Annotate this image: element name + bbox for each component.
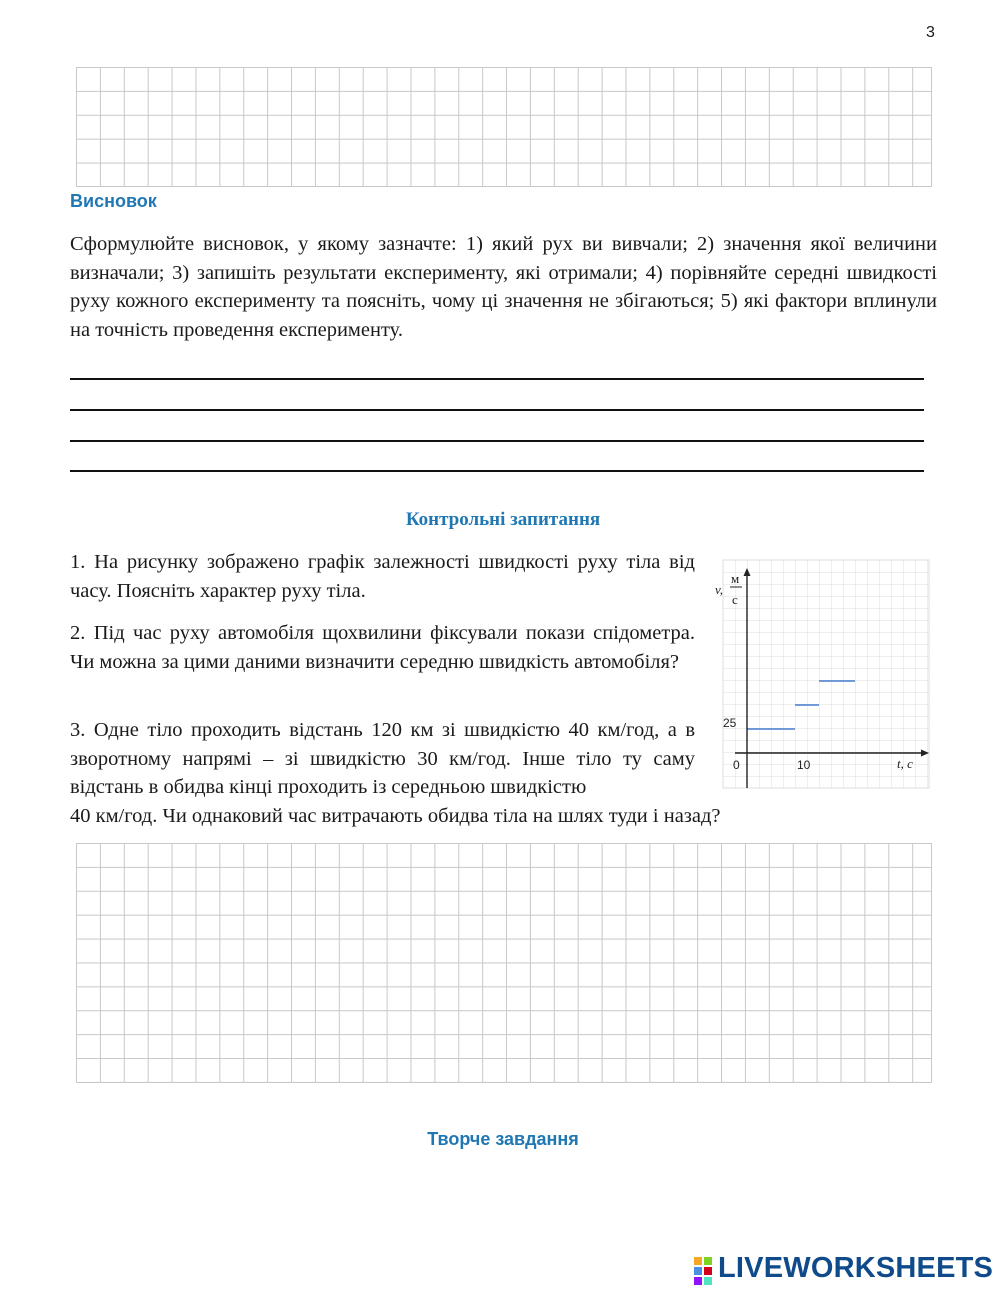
y-axis-label-var: v, [715, 582, 724, 597]
question-3: 3. Одне тіло проходить відстань 120 км зі швидкістю 40 км/год, а в зворотному напрямі – зі швидкістю 30 км/год. Інше тіло ту саму відстань в обидва кінці проходить із середньою швидкістю [70, 719, 695, 798]
page-number: 3 [926, 24, 935, 41]
conclusion-heading: Висновок [70, 191, 157, 211]
x-tick-label: 10 [797, 758, 811, 772]
x-axis-label: t, c [897, 756, 913, 771]
y-axis-label-num: м [731, 571, 740, 586]
origin-label: 0 [733, 758, 740, 772]
velocity-time-chart [715, 556, 931, 790]
answer-line-3[interactable] [70, 440, 924, 442]
question-2: 2. Під час руху автомобіля щохвилини фіксували покази спідометра. Чи можна за цими даними визначити середню швидкість автомобіля? [70, 622, 695, 673]
question-1: 1. На рисунку зображено графік залежності швидкості руху тіла від часу. Поясніть характер руху тіла. [70, 551, 695, 602]
y-tick-label: 25 [723, 716, 737, 730]
answer-line-4[interactable] [70, 470, 924, 472]
logo-text: LIVEWORKSHEETS [718, 1252, 994, 1284]
chart-grid [723, 560, 929, 788]
answer-line-1[interactable] [70, 378, 924, 380]
answer-grid-bottom[interactable] [76, 843, 932, 1083]
question-3-tail: 40 км/год. Чи однаковий час витрачають обидва тіла на шлях туди і назад? [70, 805, 721, 827]
creative-task-heading: Творче завдання [427, 1129, 579, 1149]
answer-grid-top[interactable] [76, 67, 932, 187]
control-questions-heading: Контрольні запитання [405, 509, 601, 530]
answer-line-2[interactable] [70, 409, 924, 411]
logo-mark-icon [694, 1257, 714, 1285]
y-axis-label-den: с [732, 592, 738, 607]
conclusion-text: Сформулюйте висновок, у якому зазначте: 1) який рух ви вивчали; 2) значення якої величини визначали; 3) запишіть результати експерименту, які отримали; 4) порівняйте середні швидкості руху кожного експерименту та поясніть, чому ці значення не збігаються; 5) які фактори вплинули на точність проведення експерименту. [70, 233, 937, 341]
liveworksheets-logo[interactable] [694, 1252, 994, 1286]
